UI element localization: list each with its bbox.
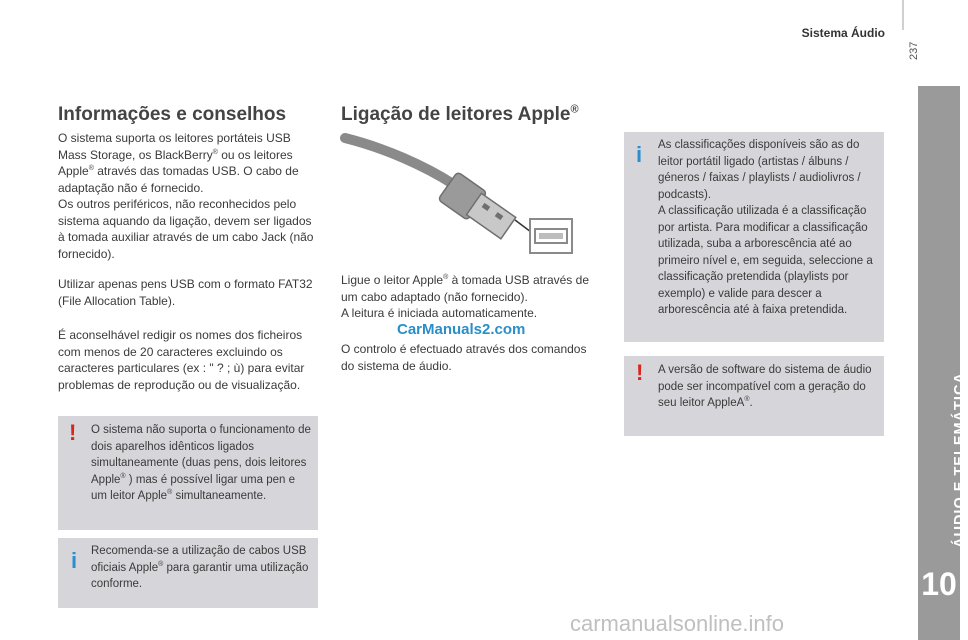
info-note-left-text: Recomenda-se a utilização de cabos USB oficiais Apple® para garantir uma utilização conforme. [91,545,309,590]
chapter-sidebar [918,86,960,640]
chapter-number: 10 [921,566,957,602]
warning-icon: ! [69,420,77,445]
chapter-label: ÁUDIO E TELEMÁTICA [952,372,968,548]
info-note-right-text-2: A classificação utilizada é a classificação por artista. Para modificar a classificação utilizada, suba a arborescência até ao primeiro nível e, em seguida, seleccione a classificação pretendida (playlists por exemplo) e valide para descer a arborescência até à faixa pretendida. [658,205,873,316]
left-paragraph-1b: Os outros periféricos, não reconhecidos pelo sistema aquando da ligação, devem ser ligados à tomada auxiliar através de um cabo Jack (não fornecido). [58,197,314,261]
header-title: Sistema Áudio [801,26,885,40]
left-paragraph-3: É aconselhável redigir os nomes dos ficheiros com menos de 20 caracteres excluindo os caracteres particulares (ex : " ? ; ù) para evitar problemas de reprodução ou de visualização. [58,328,305,392]
info-icon: i [636,142,643,167]
info-note-right-text-1: As classificações disponíveis são as do leitor portátil ligado (artistas / álbuns / géneros / faixas / playlists / audiolivros / podcasts). [658,139,861,201]
warning-note-right-text: A versão de software do sistema de áudio pode ser incompatível com a geração do seu leitor AppleA®. [658,364,872,409]
info-icon: i [71,548,78,573]
warning-note-left [58,416,318,530]
watermark-carmanuals2: CarManuals2.com [397,321,526,338]
middle-heading: Ligação de leitores Apple® [341,103,579,125]
left-intro [58,130,320,262]
watermark-footer: carmanualsonline.info [570,611,785,636]
left-heading: Informações e conselhos [58,104,287,125]
usb-connector-illustration [345,136,600,260]
warning-icon: ! [636,360,644,385]
left-paragraph-2: Utilizar apenas pens USB com o formato FAT32 (File Allocation Table). [58,277,313,308]
middle-paragraph-1: Ligue o leitor Apple® à tomada USB através de um cabo adaptado (não fornecido). A leitura é iniciada automaticamente. [341,273,589,320]
page-number: 237 [908,41,920,60]
info-note-left [58,538,318,608]
warning-note-right [624,356,884,436]
left-paragraph-1: O sistema suporta os leitores portáteis USB Mass Storage, os BlackBerry® ou os leitores Apple® através das tomadas USB. O cabo de adaptação não é fornecido. [58,131,299,195]
middle-paragraph-2: O controlo é efectuado através dos comandos do sistema de áudio. [341,342,587,373]
header-divider [902,0,904,30]
warning-note-left-text: O sistema não suporta o funcionamento de dois aparelhos idênticos ligados simultaneamente (duas pens, dois leitores Apple® ) mas é possível ligar uma pen e um leitor Apple® simultaneamente. [91,424,311,502]
info-note-right [624,132,884,342]
